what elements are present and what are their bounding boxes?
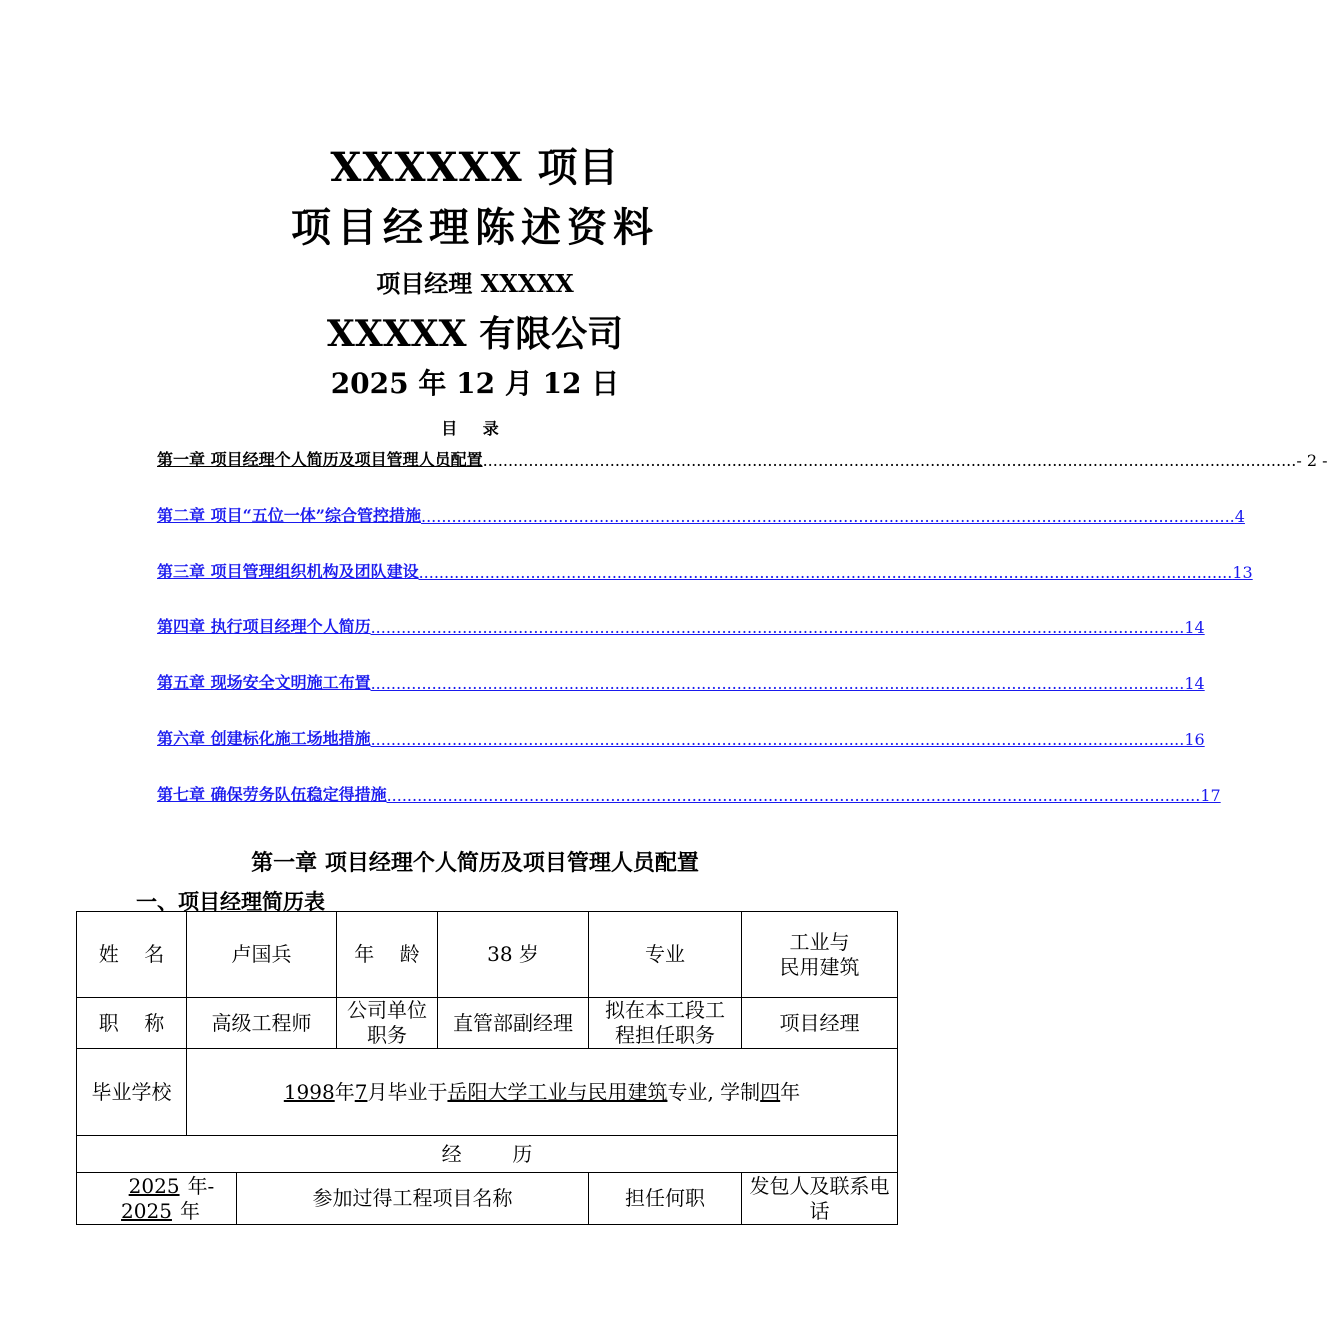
table-row [77,1136,898,1173]
text-fragment: 年- [187,1173,215,1198]
table-row [77,998,898,1049]
chapter-heading: 第一章 项目经理个人简历及项目管理人员配置 [251,850,699,876]
role-label-line: 拟在本工段工 [605,998,725,1022]
toc-heading: 目 录 [441,419,509,438]
period-from-year: 2025 [128,1173,180,1198]
role-header: 担任何职 [589,1173,742,1225]
age-value: 38 岁 [438,912,589,998]
toc-item-chapter-4[interactable] [157,615,1205,637]
major-value-line: 民用建筑 [779,954,860,979]
toc-item-label: 第二章 项目“五位一体”综合管控措施 [157,506,421,525]
toc-item-page: 14 [1184,618,1205,637]
text-fragment: 年 [780,1079,801,1104]
school-name: 岳阳大学工业与民用建筑 [447,1079,668,1104]
toc-item-label: 第四章 执行项目经理个人简历 [157,617,371,636]
major-value-line: 工业与 [789,929,850,954]
toc-item-page: - 2 - [1296,451,1328,470]
toc-item-label: 第六章 创建标化施工场地措施 [157,729,371,748]
major-value [742,912,898,998]
period-to [81,1199,232,1224]
project-manager-line: 项目经理 XXXXX [376,269,574,298]
resume-table [76,911,898,1225]
name-label: 姓 名 [77,912,187,998]
toc-item-chapter-3[interactable] [157,560,1253,582]
graduation-month: 7 [354,1079,368,1104]
period-cell [77,1173,237,1225]
toc-item-label: 第七章 确保劳务队伍稳定得措施 [157,785,387,804]
name-value: 卢国兵 [187,912,337,998]
school-label: 毕业学校 [77,1049,187,1136]
toc-leader-dots: ................................................................................................................................................................ [482,451,1297,470]
contact-header: 发包人及联系电话 [742,1173,898,1225]
toc-item-page: 4 [1234,507,1245,526]
study-duration: 四 [760,1079,781,1104]
position-label-line: 职务 [367,1023,407,1047]
toc-item-label: 第五章 现场安全文明施工布置 [157,673,371,692]
toc-leader-dots: ................................................................................................................................................................ [420,507,1235,526]
period-from [81,1174,232,1199]
table-row [77,1173,898,1225]
position-label [337,998,438,1049]
toc-item-chapter-5[interactable] [157,671,1205,693]
experience-header: 经 历 [77,1136,898,1173]
title-label: 职 称 [77,998,187,1049]
toc-item-page: 13 [1232,563,1253,582]
toc-leader-dots: ................................................................................................................................................................ [370,618,1185,637]
age-label: 年 龄 [337,912,438,998]
graduation-year: 1998 [283,1079,335,1104]
toc-item-page: 16 [1184,730,1205,749]
toc-item-label: 第三章 项目管理组织机构及团队建设 [157,562,419,581]
role-value: 项目经理 [742,998,898,1049]
company-name: XXXXX 有限公司 [326,313,624,355]
graduation-info [187,1049,898,1136]
toc-leader-dots: ................................................................................................................................................................ [370,674,1185,693]
major-label: 专业 [589,912,742,998]
text-fragment: 年 [334,1079,355,1104]
toc-item-page: 14 [1184,674,1205,693]
toc-leader-dots: ................................................................................................................................................................ [418,563,1233,582]
toc-item-chapter-7[interactable] [157,783,1221,805]
text-fragment: 月毕业于 [367,1079,448,1104]
position-value: 直管部副经理 [438,998,589,1049]
doc-title-project: XXXXXX 项目 [330,144,620,191]
toc-item-page: 17 [1200,786,1221,805]
table-row [77,1049,898,1136]
toc-item-label: 第一章 项目经理个人简历及项目管理人员配置 [157,450,483,469]
position-label-line: 公司单位 [347,998,427,1022]
text-fragment: 专业, 学制 [667,1079,761,1104]
doc-title-main: 项目经理陈述资料 [291,204,659,251]
toc-item-chapter-1[interactable] [157,448,1328,470]
role-label [589,998,742,1049]
role-label-line: 程担任职务 [615,1023,715,1047]
section-heading: 一、项目经理简历表 [136,889,325,914]
text-fragment: 年 [179,1198,200,1223]
toc-item-chapter-6[interactable] [157,727,1205,749]
toc-item-chapter-2[interactable] [157,504,1245,526]
table-row [77,912,898,998]
title-value: 高级工程师 [187,998,337,1049]
toc-leader-dots: ................................................................................................................................................................ [370,730,1185,749]
project-name-header: 参加过得工程项目名称 [237,1173,589,1225]
period-to-year: 2025 [121,1198,172,1223]
toc-leader-dots: ................................................................................................................................................................ [386,786,1201,805]
doc-date: 2025 年 12 月 12 日 [330,367,620,400]
